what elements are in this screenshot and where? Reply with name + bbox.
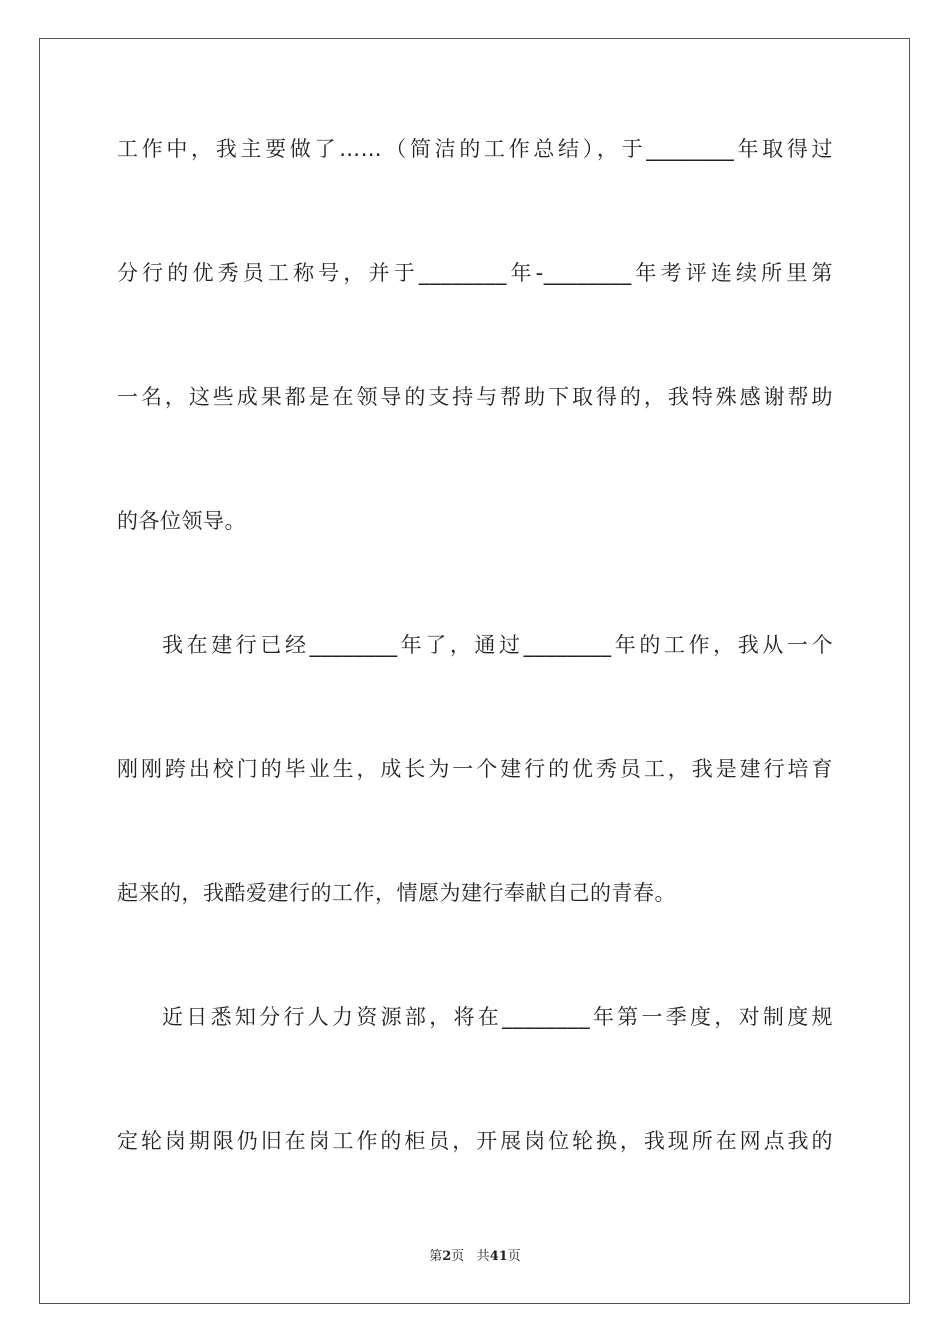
line-gap	[117, 552, 833, 614]
line-gap	[117, 1048, 833, 1110]
text-line: 近日悉知分行人力资源部，将在________年第一季度，对制度规	[162, 1005, 833, 1029]
text-line: 一名，这些成果都是在领导的支持与帮助下取得的，我特殊感谢帮助	[117, 385, 833, 409]
total-prefix: 共	[476, 1249, 490, 1264]
document-body	[117, 118, 833, 1172]
line-gap	[117, 800, 833, 862]
page-prefix: 第	[429, 1249, 443, 1264]
text-line: 工作中，我主要做了……（简洁的工作总结），于________年取得过	[117, 137, 833, 161]
page-footer	[0, 1245, 950, 1264]
line-gap	[117, 924, 833, 986]
page-suffix: 页	[451, 1249, 465, 1264]
text-line: 的各位领导。	[117, 509, 246, 533]
line-gap	[117, 304, 833, 366]
text-line: 分行的优秀员工称号，并于________年-________年考评连续所里第	[117, 261, 833, 285]
text-line: 刚刚跨出校门的毕业生，成长为一个建行的优秀员工，我是建行培育	[117, 757, 833, 781]
line-gap	[117, 180, 833, 242]
total-suffix: 页	[507, 1249, 521, 1264]
text-line: 定轮岗期限仍旧在岗工作的柜员，开展岗位轮换，我现所在网点我的	[117, 1129, 833, 1153]
text-line: 我在建行已经________年了，通过________年的工作，我从一个	[162, 633, 833, 657]
page-number: 2	[442, 1249, 452, 1264]
line-gap	[117, 428, 833, 490]
text-line: 起来的，我酷爱建行的工作，情愿为建行奉献自己的青春。	[117, 881, 676, 905]
total-pages: 41	[489, 1249, 508, 1264]
line-gap	[117, 676, 833, 738]
